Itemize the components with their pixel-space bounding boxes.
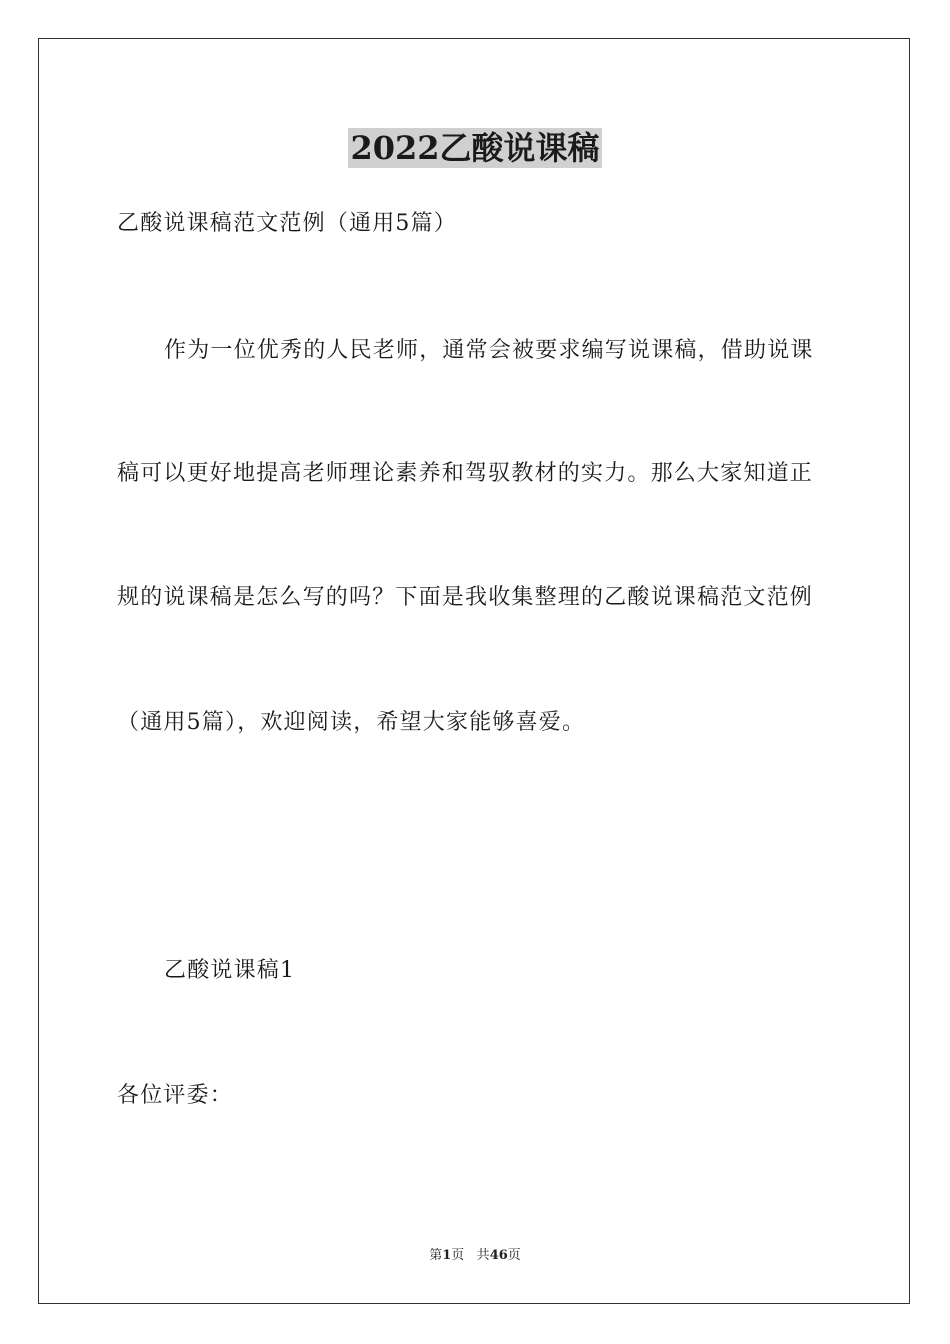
footer-total-suffix: 页 bbox=[507, 1248, 521, 1263]
intro-line-3: 规的说课稿是怎么写的吗？下面是我收集整理的乙酸说课稿范文范例 bbox=[117, 585, 814, 610]
intro-line-4: （通用5篇），欢迎阅读，希望大家能够喜爱。 bbox=[117, 710, 586, 735]
title-container bbox=[0, 128, 950, 168]
page-footer bbox=[0, 1247, 950, 1265]
footer-page-suffix: 页 bbox=[451, 1248, 465, 1263]
section-heading: 乙酸说课稿1 bbox=[164, 958, 296, 983]
intro-line-2: 稿可以更好地提高老师理论素养和驾驭教材的实力。那么大家知道正 bbox=[117, 461, 814, 486]
salutation: 各位评委： bbox=[117, 1083, 234, 1108]
footer-total-prefix: 共 bbox=[476, 1248, 490, 1263]
footer-page-number: 1 bbox=[442, 1248, 452, 1263]
footer-page-prefix: 第 bbox=[429, 1248, 443, 1263]
footer-total-pages: 46 bbox=[489, 1248, 508, 1263]
intro-line-1: 作为一位优秀的人民老师，通常会被要求编写说课稿，借助说课 bbox=[164, 338, 814, 363]
document-subtitle: 乙酸说课稿范文范例（通用5篇） bbox=[117, 211, 457, 236]
document-title: 2022乙酸说课稿 bbox=[350, 129, 600, 167]
